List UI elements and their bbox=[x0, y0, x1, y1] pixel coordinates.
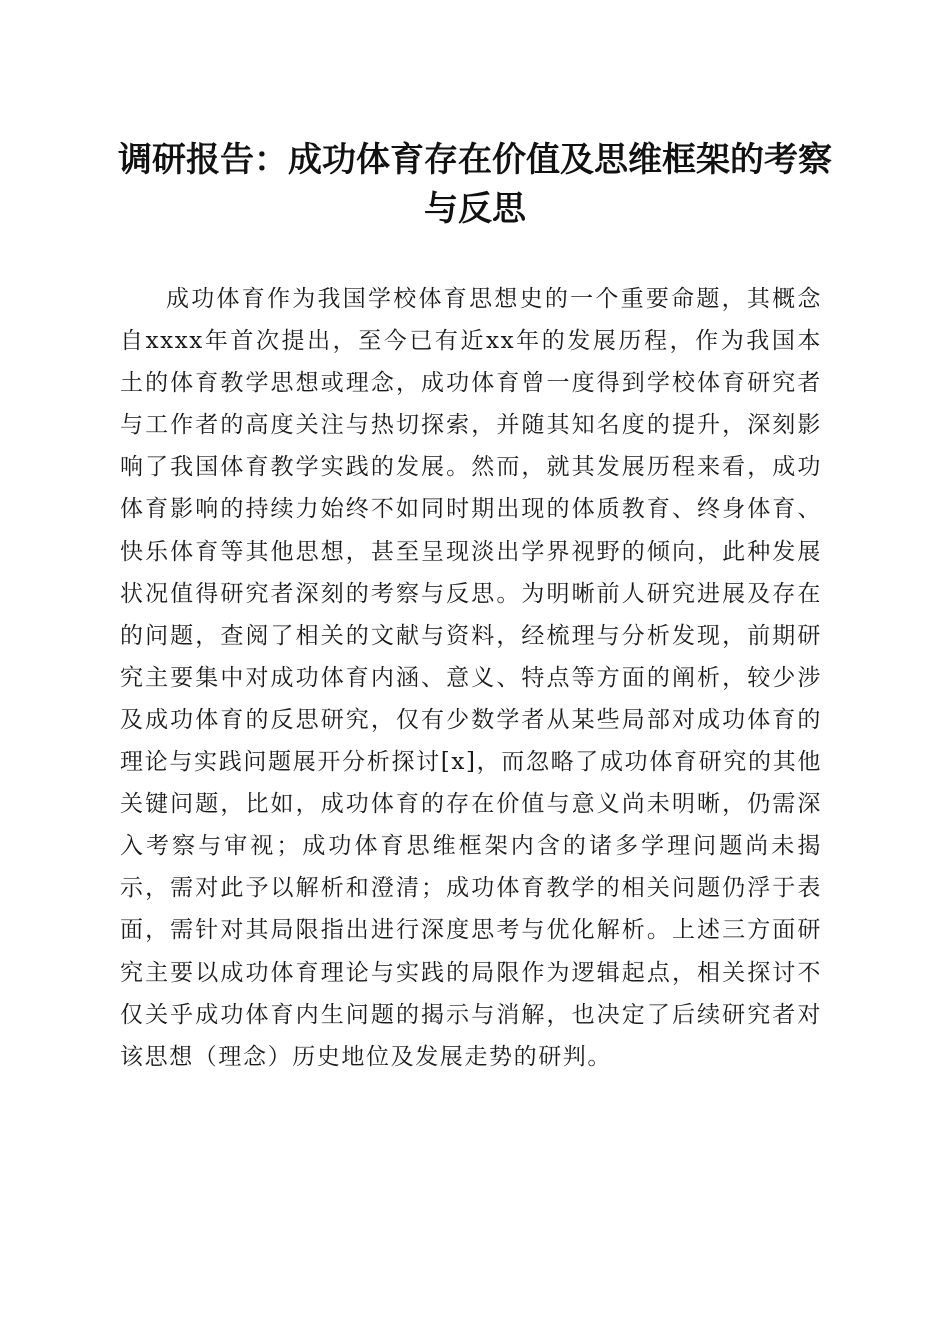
document-title: 调研报告：成功体育存在价值及思维框架的考察与反思 bbox=[118, 140, 832, 229]
body-paragraph: 成功体育作为我国学校体育思想史的一个重要命题，其概念自xxxx年首次提出，至今已有近xx年的发展历程，作为我国本土的体育教学思想或理念，成功体育曾一度得到学校体育研究者与工作者的高度关注与热切探索，并随其知名度的提升，深刻影响了我国体育教学实践的发展。然而，就其发展历程来看，成功体育影响的持续力始终不如同时期出现的体质教育、终身体育、快乐体育等其他思想，甚至呈现淡出学界视野的倾向，此种发展状况值得研究者深刻的考察与反思。为明晰前人研究进展及存在的问题，查阅了相关的文献与资料，经梳理与分析发现，前期研究主要集中对成功体育内涵、意义、特点等方面的阐析，较少涉及成功体育的反思研究，仅有少数学者从某些局部对成功体育的理论与实践问题展开分析探讨[x]，而忽略了成功体育研究的其他关键问题，比如，成功体育的存在价值与意义尚未明晰，仍需深入考察与审视；成功体育思维框架内含的诸多学理问题尚未揭示，需对此予以解析和澄清；成功体育教学的相关问题仍浮于表面，需针对其局限指出进行深度思考与优化解析。上述三方面研究主要以成功体育理论与实践的局限作为逻辑起点，相关探讨不仅关乎成功体育内生问题的揭示与消解，也决定了后续研究者对该思想（理念）历史地位及发展走势的研判。 bbox=[120, 286, 822, 1070]
